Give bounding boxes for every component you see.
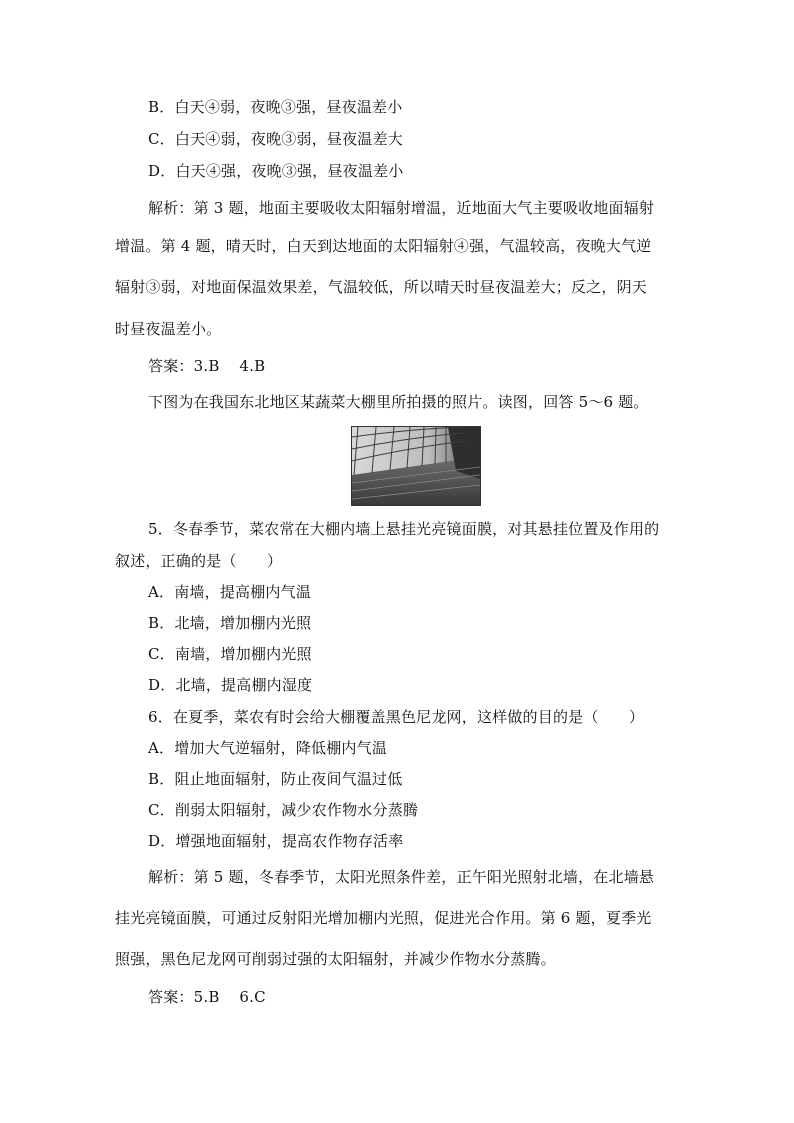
answer-label: 答案： bbox=[148, 988, 194, 1006]
q4-option-c: C．白天④弱，夜晚③弱，昼夜温差大 bbox=[148, 130, 403, 148]
answer-label: 答案： bbox=[148, 357, 194, 375]
analysis-1-line-4: 时昼夜温差小。 bbox=[115, 320, 222, 338]
q4-option-d: D．白天④强，夜晚③强，昼夜温差小 bbox=[148, 162, 404, 180]
analysis-label: 解析： bbox=[148, 868, 194, 886]
analysis-1-line-1: 解析：第 3 题，地面主要吸收太阳辐射增温，近地面大气主要吸收地面辐射 bbox=[148, 199, 655, 217]
q6-option-d: D．增强地面辐射，提高农作物存活率 bbox=[148, 832, 404, 850]
analysis-2-line-3: 照强，黑色尼龙网可削弱过强的太阳辐射，并减少作物水分蒸腾。 bbox=[115, 950, 556, 968]
analysis-1-line-2: 增温。第 4 题，晴天时，白天到达地面的太阳辐射④强，气温较高，夜晚大气逆 bbox=[115, 237, 652, 255]
greenhouse-photo bbox=[351, 426, 481, 506]
q5-stem-line-1: 5．冬春季节，菜农常在大棚内墙上悬挂光亮镜面膜，对其悬挂位置及作用的 bbox=[148, 520, 660, 538]
q5-stem-line-2: 叙述，正确的是（ ） bbox=[115, 552, 283, 570]
q6-stem: 6．在夏季，菜农有时会给大棚覆盖黑色尼龙网，这样做的目的是（ ） bbox=[148, 708, 645, 726]
q6-option-b: B．阻止地面辐射，防止夜间气温过低 bbox=[148, 770, 403, 788]
q6-option-c: C．削弱太阳辐射，减少农作物水分蒸腾 bbox=[148, 801, 419, 819]
q4-option-b: B．白天④弱，夜晚③强，昼夜温差小 bbox=[148, 98, 403, 116]
analysis-2-line-1: 解析：第 5 题，冬春季节，太阳光照条件差，正午阳光照射北墙，在北墙悬 bbox=[148, 868, 655, 886]
analysis-label: 解析： bbox=[148, 199, 194, 217]
q5-option-c: C．南墙，增加棚内光照 bbox=[148, 645, 312, 663]
q5-option-b: B．北墙，增加棚内光照 bbox=[148, 614, 312, 632]
answer-1: 答案：3.B 4.B bbox=[148, 357, 266, 375]
analysis-2-line-2: 挂光亮镜面膜，可通过反射阳光增加棚内光照，促进光合作用。第 6 题，夏季光 bbox=[115, 909, 652, 927]
q5-option-a: A．南墙，提高棚内气温 bbox=[148, 583, 312, 601]
answer-2: 答案：5.B 6.C bbox=[148, 988, 266, 1006]
q6-option-a: A．增加大气逆辐射，降低棚内气温 bbox=[148, 739, 388, 757]
intro-text: 下图为在我国东北地区某蔬菜大棚里所拍摄的照片。读图，回答 5～6 题。 bbox=[148, 393, 649, 411]
analysis-1-line-3: 辐射③弱，对地面保温效果差，气温较低，所以晴天时昼夜温差大；反之，阴天 bbox=[115, 278, 648, 296]
q5-option-d: D．北墙，提高棚内湿度 bbox=[148, 676, 313, 694]
